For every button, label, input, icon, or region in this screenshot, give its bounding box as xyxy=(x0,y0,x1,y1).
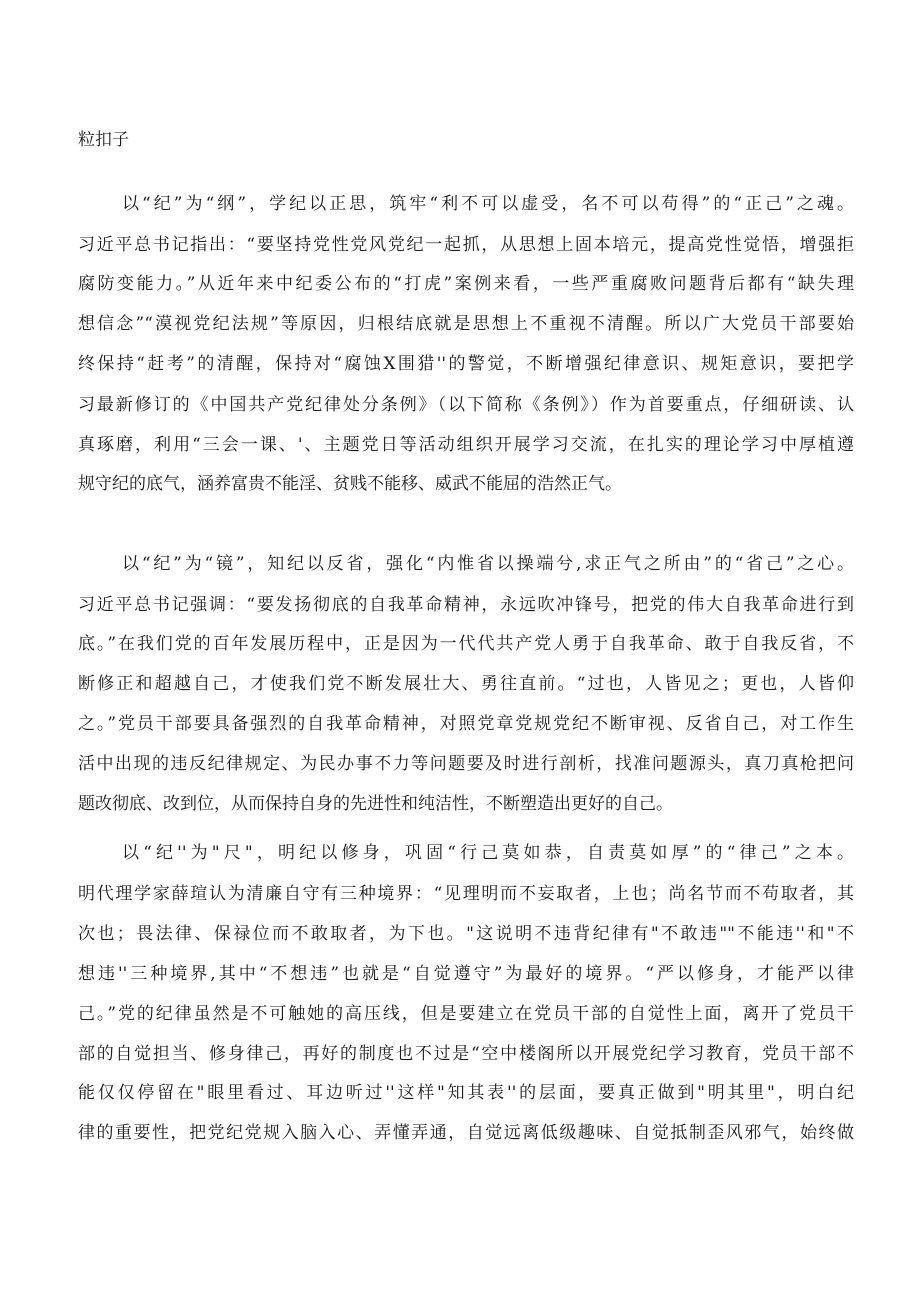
paragraph-3-line: 部的自觉担当、修身律己，再好的制度也不过是“空中楼阁所以开展党纪学习教育，党员干部不 xyxy=(78,1044,854,1064)
paragraph-3-line: 以“纪''为"尺"，明纪以修身，巩固“行己莫如恭，自责莫如厚”的“律己”之本。 xyxy=(122,843,854,863)
paragraph-1-line: 规守纪的底气，涵养富贵不能淫、贫贱不能移、威武不能屈的浩然正气。 xyxy=(78,474,622,494)
paragraph-2-line: 活中出现的违反纪律规定、为民办事不力等问题要及时进行剖析，找准问题源头，真刀真枪把问 xyxy=(78,754,854,774)
paragraph-3-line: 明代理学家薛瑄认为清廉自守有三种境界：“见理明而不妄取者，上也；尚名节而不苟取者，其 xyxy=(78,884,854,904)
paragraph-3-line: 次也；畏法律、保禄位而不敢取者，为下也。"这说明不违背纪律有"不敢违""不能违''和"不 xyxy=(78,924,854,944)
paragraph-2-line: 以“纪”为“镜”，知纪以反省，强化“内惟省以操端兮,求正气之所由”的“省己”之心。 xyxy=(122,554,854,574)
paragraph-3-line: 想违''三种境界,其中“不想违”也就是“自觉遵守”为最好的境界。“严以修身，才能严以律 xyxy=(78,964,854,984)
heading-text: 粒扣子 xyxy=(78,130,129,150)
paragraph-1-line: 以“纪”为“纲”，学纪以正思，筑牢“利不可以虚受，名不可以苟得”的“正己”之魂。 xyxy=(122,194,854,214)
paragraph-1-line: 腐防变能力。”从近年来中纪委公布的“打虎”案例来看，一些严重腐败问题背后都有“缺失理 xyxy=(78,274,854,294)
paragraph-1-line: 习最新修订的《中国共产党纪律处分条例》（以下简称《条例》）作为首要重点，仔细研读、认 xyxy=(78,395,854,415)
paragraph-2-line: 题改彻底、改到位，从而保持自身的先进性和纯洁性，不断塑造出更好的自己。 xyxy=(78,794,673,814)
paragraph-3-line: 律的重要性，把党纪党规入脑入心、弄懂弄通，自觉远离低级趣味、自觉抵制歪风邪气，始终做 xyxy=(78,1123,854,1143)
paragraph-2-line: 断修正和超越自己，才使我们党不断发展壮大、勇往直前。“过也，人皆见之；更也，人皆仰 xyxy=(78,674,854,694)
paragraph-1-line: 终保持“赶考”的清醒，保持对“腐蚀X围猎''的警觉，不断增强纪律意识、规矩意识，要把学 xyxy=(78,354,854,374)
paragraph-2-line: 习近平总书记强调：“要发扬彻底的自我革命精神，永远吹冲锋号，把党的伟大自我革命进行到 xyxy=(78,595,854,615)
paragraph-2-line: 之。”党员干部要具备强烈的自我革命精神，对照党章党规党纪不断审视、反省自己，对工作生 xyxy=(78,714,854,734)
paragraph-1-line: 习近平总书记指出：“要坚持党性党风党纪一起抓，从思想上固本培元，提高党性觉悟，增强拒 xyxy=(78,235,854,255)
paragraph-1-line: 真琢磨，利用“三会一课、'、主题党日等活动组织开展学习交流，在扎实的理论学习中厚植遵 xyxy=(78,435,854,455)
paragraph-3-line: 己。”党的纪律虽然是不可触她的高压线，但是要建立在党员干部的自觉性上面，离开了党员干 xyxy=(78,1004,854,1024)
paragraph-3-line: 能仅仅停留在"眼里看过、耳边听过''这样"知其表''的层面，要真正做到"明其里"，明白纪 xyxy=(78,1083,854,1103)
paragraph-1-line: 想信念”“漠视党纪法规”等原因，归根结底就是思想上不重视不清醒。所以广大党员干部要始 xyxy=(78,314,854,334)
paragraph-2-line: 底。”在我们党的百年发展历程中，正是因为一代代共产党人勇于自我革命、敢于自我反省，不 xyxy=(78,634,854,654)
